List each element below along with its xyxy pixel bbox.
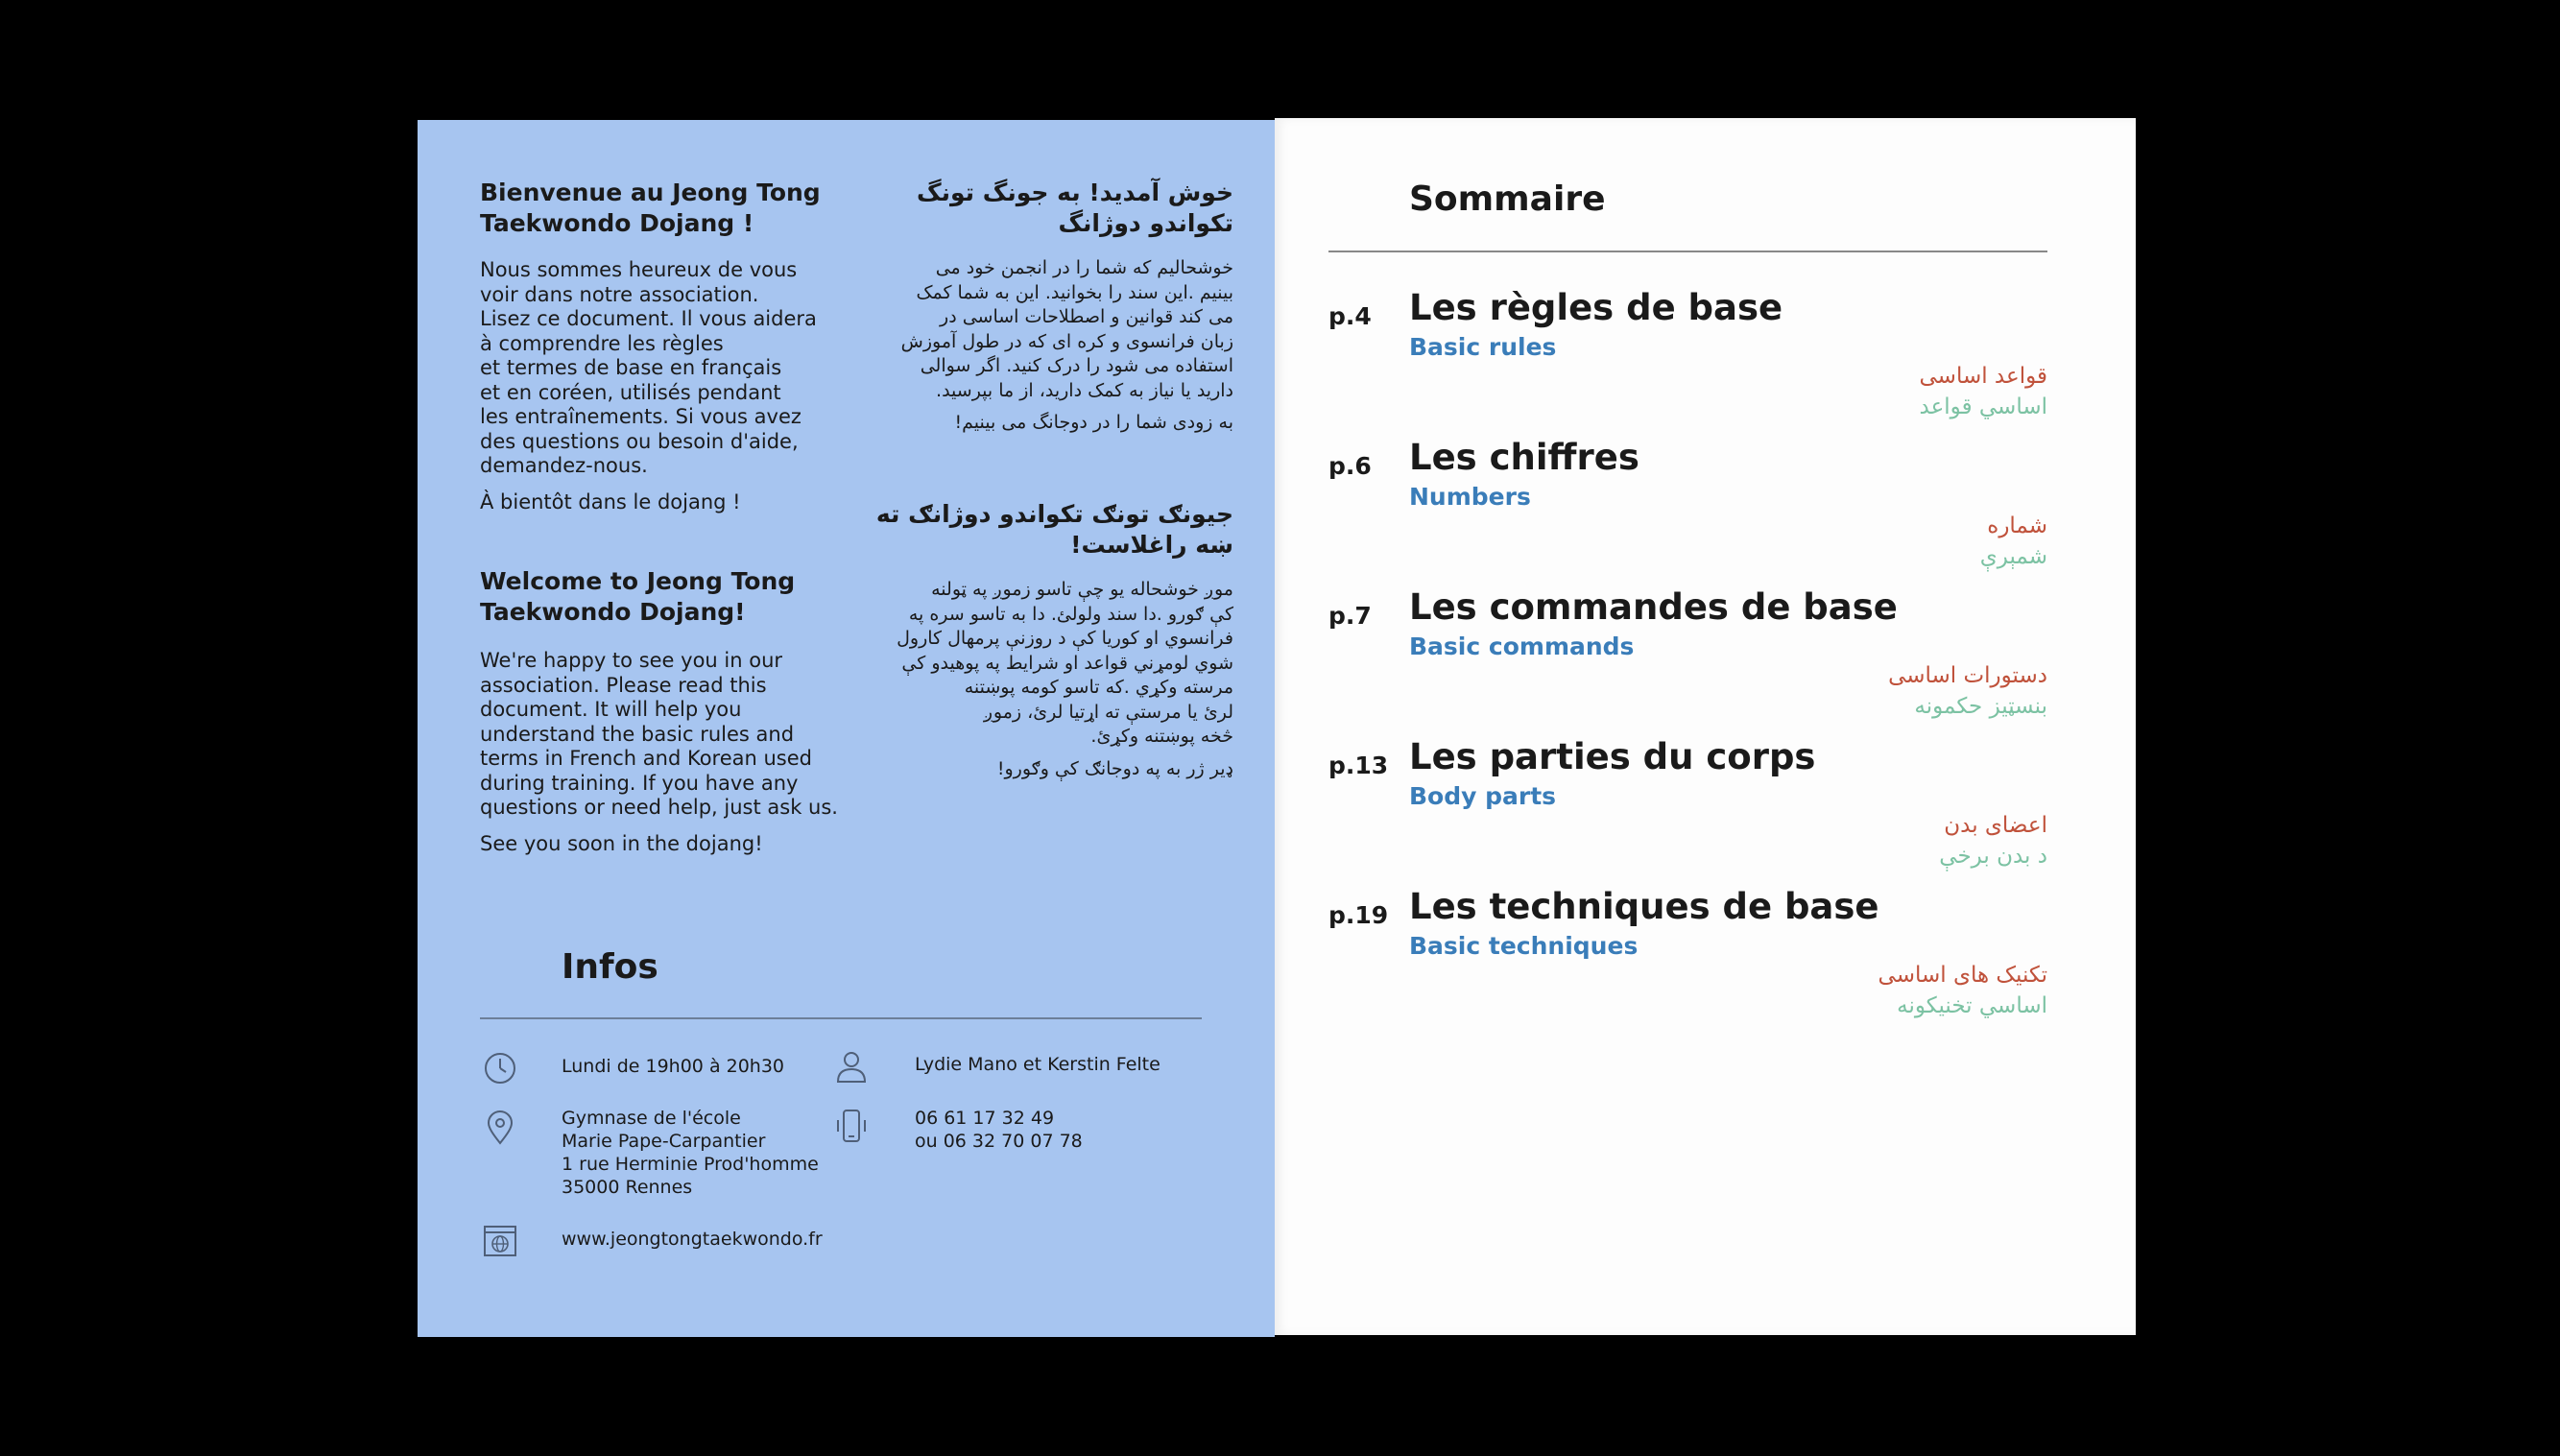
french-welcome-title: Bienvenue au Jeong Tong Taekwondo Dojang ! xyxy=(480,179,821,237)
right-page xyxy=(1275,118,2136,1335)
toc-entry-4-page: p.13 xyxy=(1328,752,1389,779)
farsi-welcome-section xyxy=(849,178,1233,436)
toc-entry-2-english: Numbers xyxy=(1409,483,1531,511)
toc-entry-2-farsi: شماره xyxy=(1987,513,2047,538)
french-welcome-closing: À bientôt dans le dojang ! xyxy=(480,489,741,513)
toc-entry-4-pashto: د بدن برخې xyxy=(1939,844,2047,869)
address-text: Gymnase de l'école Marie Pape-Carpantier 1 rue Herminie Prod'homme 35000 Rennes xyxy=(562,1108,819,1198)
table-of-contents-title: Sommaire xyxy=(1409,179,1606,219)
toc-entry-2-page: p.6 xyxy=(1328,452,1372,480)
french-welcome-body: Nous sommes heureux de vous voir dans notre association. Lisez ce document. Il vous aidera à comprendre les règles et termes de base en français et en coréen, utilisés pendant les entraînements. Si vous avez des questions ou besoin d'aide, demandez-nous. xyxy=(480,258,817,477)
infos-title: Infos xyxy=(562,947,658,987)
toc-entry-5-french[interactable]: Les techniques de base xyxy=(1409,886,1879,927)
toc-entry-3-farsi: دستورات اساسی xyxy=(1888,663,2047,688)
french-welcome-section xyxy=(480,178,845,514)
pashto-welcome-title: جیونګ تونګ تکواندو دوژانګ ته ښه راغلاست! xyxy=(875,500,1233,559)
toc-entry-4-english: Body parts xyxy=(1409,782,1557,810)
toc-entry-2-french[interactable]: Les chiffres xyxy=(1409,437,1639,478)
schedule-text: Lundi de 19h00 à 20h30 xyxy=(562,1056,785,1077)
farsi-welcome-closing: به زودی شما را در دوجانگ می بینیم! xyxy=(954,412,1233,433)
toc-entry-5-page: p.19 xyxy=(1328,901,1389,929)
left-page xyxy=(418,120,1275,1337)
pashto-welcome-closing: ډیر ژر به په دوجانګ کې وګورو! xyxy=(996,757,1233,779)
toc-entry-3-pashto: بنسټیز حکمونه xyxy=(1914,694,2047,719)
english-welcome-title: Welcome to Jeong Tong Taekwondo Dojang! xyxy=(480,567,796,626)
toc-entry-3-page: p.7 xyxy=(1328,602,1372,630)
infos-divider xyxy=(480,1017,1202,1019)
farsi-welcome-body: خوشحالیم که شما را در انجمن خود می بینیم .این سند را بخوانید. این به شما کمک می کند قوانین و اصطلاحات اساسی در زبان فرانسوی و کره ای که در طول آموزش استفاده می شود را درک کنید. اگر سوالی دارید یا نیاز به کمک دارید، از ما بپرسید. xyxy=(900,257,1233,401)
clock-icon xyxy=(481,1049,519,1087)
pashto-welcome-section xyxy=(840,499,1233,781)
toc-entry-1-page: p.4 xyxy=(1328,302,1372,330)
phone-numbers-text: 06 61 17 32 49 ou 06 32 70 07 78 xyxy=(915,1108,1083,1152)
english-welcome-closing: See you soon in the dojang! xyxy=(480,831,763,855)
toc-entry-1-pashto: اساسي قواعد xyxy=(1919,394,2047,419)
website-link[interactable]: www.jeongtongtaekwondo.fr xyxy=(562,1229,823,1250)
toc-entry-3-english: Basic commands xyxy=(1409,633,1635,660)
toc-entry-5-farsi: تکنیک های اساسی xyxy=(1878,963,2047,988)
toc-entry-3-french[interactable]: Les commandes de base xyxy=(1409,586,1898,628)
web-browser-icon xyxy=(481,1222,519,1260)
person-icon xyxy=(832,1047,871,1086)
toc-entry-1-french[interactable]: Les règles de base xyxy=(1409,287,1783,328)
phone-icon xyxy=(832,1107,871,1145)
pashto-welcome-body: موږ خوشحاله یو چې تاسو زموږ په ټولنه کې ګورو .دا سند ولولئ. دا به تاسو سره په فرانسوي او کوریا کې د روزنې پرمهال کارول شوي لومړني قواعد او شرایط په پوهیدو کې مرسته وکړي .که تاسو کومه پوښتنه لرئ یا مرستې ته اړتیا لرئ، زموږ څخه پوښتنه وکړئ. xyxy=(897,579,1233,747)
farsi-welcome-title: خوش آمدید! به جونگ تونگ تکواندو دوژانگ xyxy=(917,179,1233,237)
toc-entry-5-english: Basic techniques xyxy=(1409,932,1639,960)
english-welcome-body: We're happy to see you in our association. Please read this document. It will help you understand the basic rules and terms in French and Korean used during training. If you have any questions or need help, just ask us. xyxy=(480,649,838,819)
toc-entry-4-farsi: اعضای بدن xyxy=(1944,813,2047,838)
location-pin-icon xyxy=(481,1109,519,1147)
toc-divider xyxy=(1328,251,2047,252)
toc-entry-1-english: Basic rules xyxy=(1409,333,1557,361)
english-welcome-section xyxy=(480,566,854,856)
toc-entry-1-farsi: قواعد اساسی xyxy=(1919,364,2047,389)
toc-entry-5-pashto: اساسي تخنیکونه xyxy=(1897,993,2047,1018)
toc-entry-2-pashto: شمېرې xyxy=(1979,544,2047,569)
toc-entry-4-french[interactable]: Les parties du corps xyxy=(1409,736,1816,777)
contacts-text: Lydie Mano et Kerstin Felte xyxy=(915,1054,1160,1075)
